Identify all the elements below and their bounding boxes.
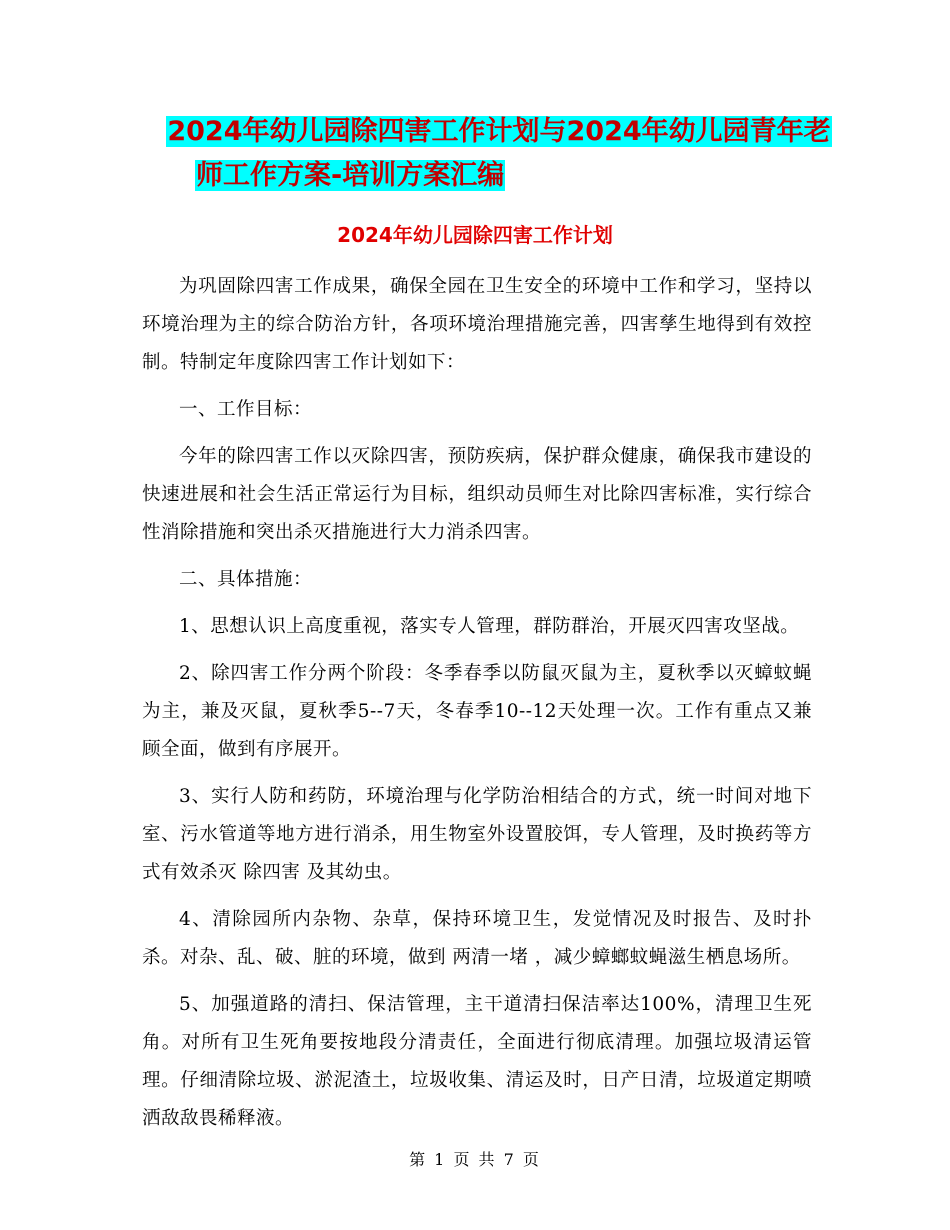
document-body xyxy=(142,268,812,1147)
document-title-line-2: 师工作方案-培训方案汇编 xyxy=(196,160,505,191)
paragraph-measure-1: 1、思想认识上高度重视，落实专人管理，群防群治，开展灭四害攻坚战。 xyxy=(179,616,800,637)
paragraph-intro: 为巩固除四害工作成果，确保全园在卫生安全的环境中工作和学习，坚持以环境治理为主的综合防治方针，各项环境治理措施完善，四害孳生地得到有效控制。特制定年度除四害工作计划如下： xyxy=(142,276,812,373)
paragraph-measure-4: 4、清除园所内杂物、杂草，保持环境卫生，发觉情况及时报告、及时扑杀。对杂、乱、破、脏的环境，做到 两清一堵 ，减少蟑螂蚊蝇滋生栖息场所。 xyxy=(142,909,812,968)
paragraph-measure-3: 3、实行人防和药防，环境治理与化学防治相结合的方式，统一时间对地下室、污水管道等地方进行消杀，用生物室外设置胶饵，专人管理，及时换药等方式有效杀灭 除四害 及其幼虫。 xyxy=(142,786,812,883)
paragraph-goals: 今年的除四害工作以灭除四害，预防疾病，保护群众健康，确保我市建设的快速进展和社会生活正常运行为目标，组织动员师生对比除四害标准，实行综合性消除措施和突出杀灭措施进行大力消杀四害。 xyxy=(142,446,812,543)
page-footer: 第 1 页 共 7 页 xyxy=(409,1150,541,1169)
paragraph-measure-5: 5、加强道路的清扫、保洁管理，主干道清扫保洁率达100%，清理卫生死角。对所有卫生死角要按地段分清责任，全面进行彻底清理。加强垃圾清运管理。仔细清除垃圾、淤泥渣土，垃圾收集、清运及时，日产日清，垃圾道定期喷洒敌敌畏稀释液。 xyxy=(142,994,812,1129)
section-title: 2024年幼儿园除四害工作计划 xyxy=(337,223,613,247)
paragraph-heading-measures: 二、具体措施： xyxy=(179,569,313,590)
paragraph-measure-2: 2、除四害工作分两个阶段：冬季春季以防鼠灭鼠为主，夏秋季以灭蟑蚊蝇为主，兼及灭鼠，夏秋季5--7天，冬春季10--12天处理一次。工作有重点又兼顾全面，做到有序展开。 xyxy=(142,663,812,760)
document-title-line-1: 2024年幼儿园除四害工作计划与2024年幼儿园青年老 xyxy=(167,116,831,147)
paragraph-heading-goals: 一、工作目标： xyxy=(179,399,313,420)
